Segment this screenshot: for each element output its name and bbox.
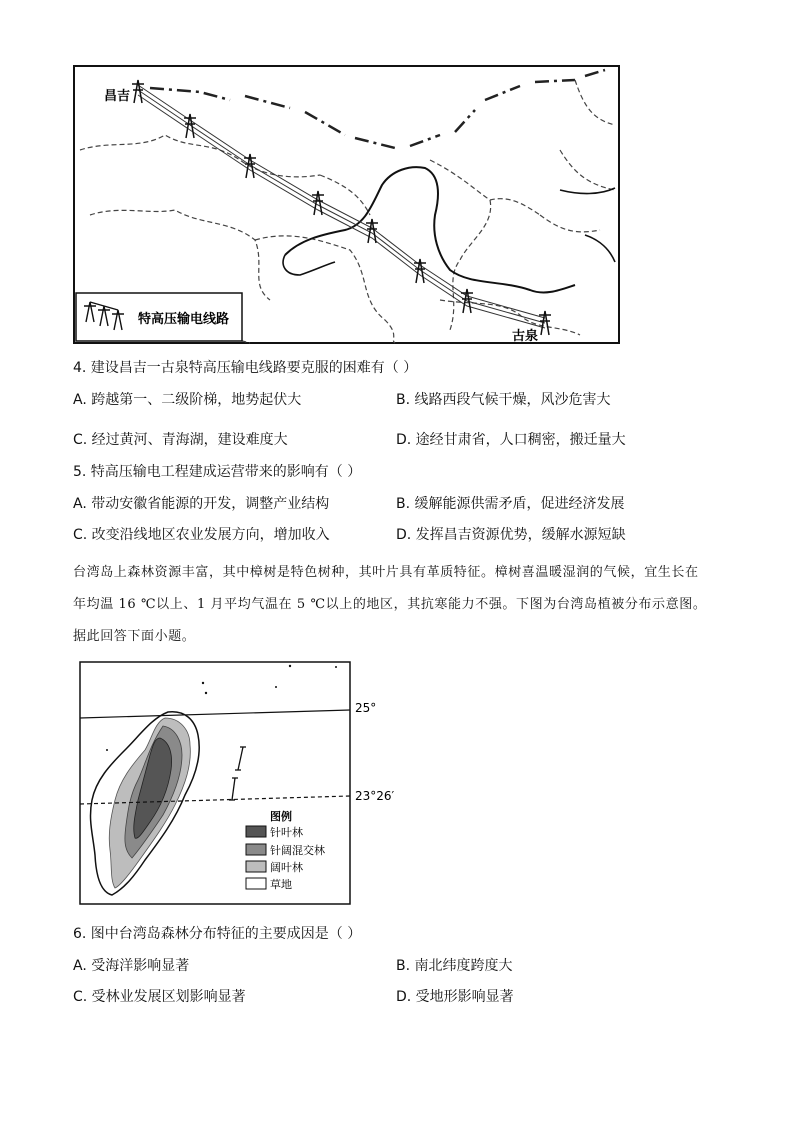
map1-legend-label: 特高压输电线路 [138,312,230,327]
q6-option-a[interactable]: A. 受海洋影响显著 [73,958,190,974]
q6-option-c[interactable]: C. 受林业发展区划影响显著 [73,989,246,1005]
label-guquan: 古泉 [512,329,539,344]
q6-stem: 6. 图中台湾岛森林分布特征的主要成因是（ ） [73,926,362,942]
legend-label-mixed: 针阔混交林 [270,844,325,857]
q4-stem: 4. 建设昌吉一古泉特高压输电线路要克服的困难有（ ） [73,360,418,376]
legend-swatch-coniferous [246,826,266,837]
label-changji: 昌吉 [104,89,131,104]
label-lat-25: 25° [355,701,377,715]
q6-option-b[interactable]: B. 南北纬度跨度大 [396,958,513,974]
q6-option-d[interactable]: D. 受地形影响显著 [396,989,514,1005]
legend-swatch-mixed [246,844,266,855]
q5-option-a[interactable]: A. 带动安徽省能源的开发，调整产业结构 [73,496,330,512]
q5-option-c[interactable]: C. 改变沿线地区农业发展方向，增加收入 [73,527,330,543]
passage-line-3: 据此回答下面小题。 [73,629,196,644]
taiwan-vegetation-map [0,650,794,912]
q4-option-d[interactable]: D. 途经甘肃省，人口稠密，搬迁量大 [396,432,626,448]
q4-option-c[interactable]: C. 经过黄河、青海湖，建设难度大 [73,432,288,448]
q5-option-b[interactable]: B. 缓解能源供需矛盾，促进经济发展 [396,496,625,512]
q4-option-b[interactable]: B. 线路西段气候干燥，风沙危害大 [396,392,611,408]
legend-label-grassland: 草地 [270,878,292,891]
label-lat-2326: 23°26′ [355,789,395,803]
map2-legend-title: 图例 [270,810,292,823]
legend-label-broadleaf: 阔叶林 [270,861,303,874]
q4-option-a[interactable]: A. 跨越第一、二级阶梯，地势起伏大 [73,392,302,408]
passage-line-1: 台湾岛上森林资源丰富，其中樟树是特色树种，其叶片具有革质特征。樟树喜温暖湿润的气候，宜生长在 [73,565,699,580]
q5-stem: 5. 特高压输电工程建成运营带来的影响有（ ） [73,464,362,480]
legend-swatch-grassland [246,878,266,889]
transmission-line-map [0,0,794,350]
q5-option-d[interactable]: D. 发挥昌吉资源优势，缓解水源短缺 [396,527,626,543]
legend-label-coniferous: 针叶林 [270,826,303,839]
legend-swatch-broadleaf [246,861,266,872]
passage-line-2: 年均温 16 ℃以上、1 月平均气温在 5 ℃以上的地区，其抗寒能力不强。下图为台湾岛植被分布示意图。 [73,597,707,612]
